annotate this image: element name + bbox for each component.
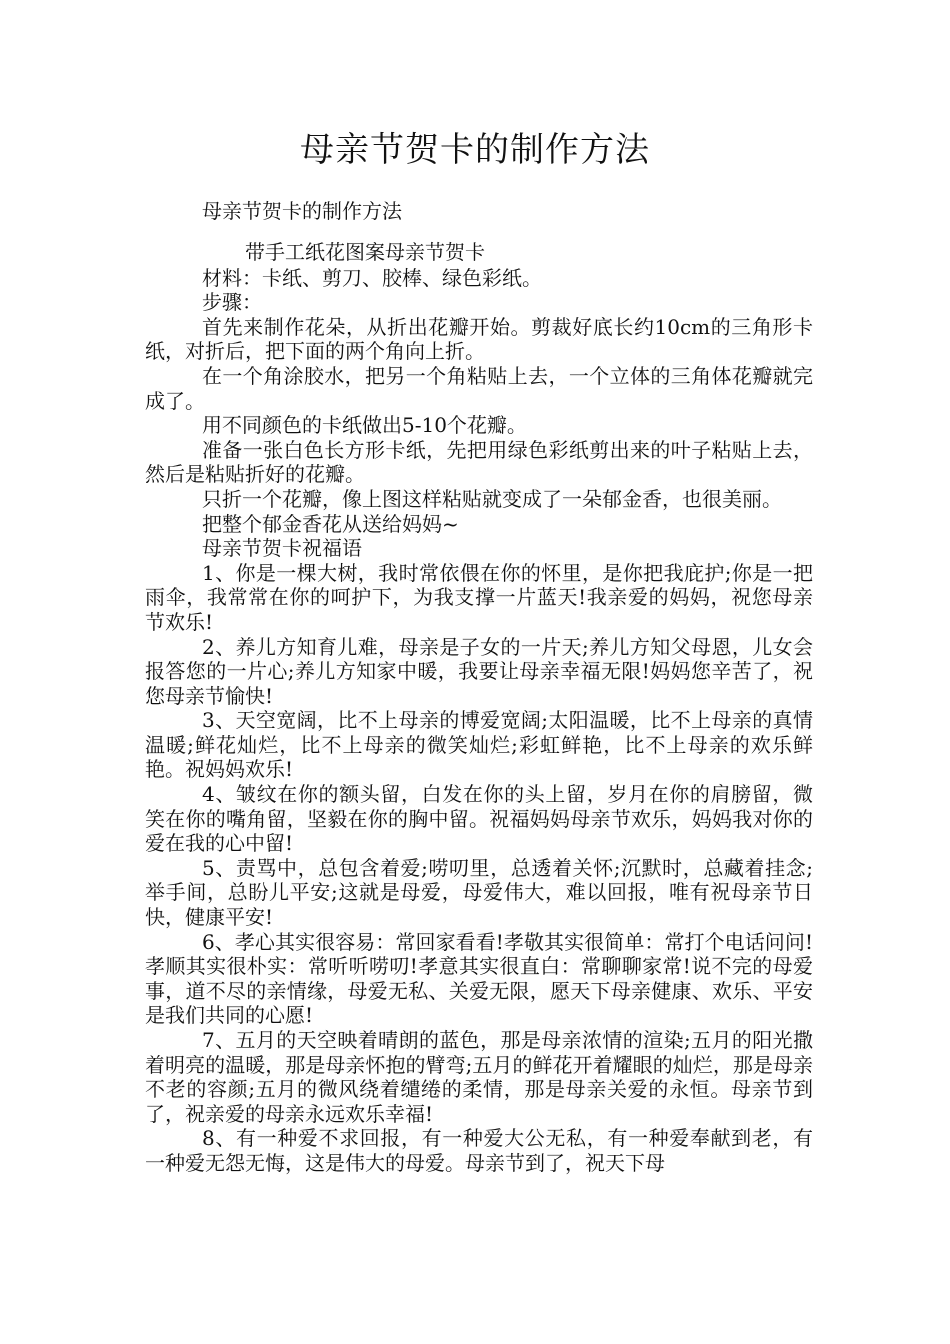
paragraph-blessings-heading: 母亲节贺卡祝福语 (202, 536, 362, 561)
paragraph-step: 把整个郁金香花从送给妈妈~ (202, 511, 459, 536)
paragraph-step: 只折一个花瓣，像上图这样粘贴就变成了一朵郁金香，也很美丽。 (202, 486, 782, 511)
paragraph-blessing: 5、责骂中，总包含着爱;唠叨里，总透着关怀;沉默时，总藏着挂念;举手间，总盼儿平安;这就是母爱，母爱伟大，难以回报，唯有祝母亲节日快，健康平安! (145, 855, 813, 930)
paragraph-blessing: 4、皱纹在你的额头留，白发在你的头上留，岁月在你的肩膀留，微笑在你的嘴角留，坚毅在你的胸中留。祝福妈妈母亲节欢乐，妈妈我对你的爱在我的心中留! (145, 782, 813, 856)
paragraph-step: 用不同颜色的卡纸做出5-10个花瓣。 (202, 413, 527, 438)
paragraph-blessing: 7、五月的天空映着晴朗的蓝色，那是母亲浓情的渲染;五月的阳光撒着明亮的温暖，那是母亲怀抱的臂弯;五月的鲜花开着耀眼的灿烂，那是母亲不老的容颜;五月的微风绕着缱绻的柔情，那是母亲关爱的永恒。母亲节到了，祝亲爱的母亲永远欢乐幸福! (145, 1028, 813, 1126)
paragraph-step: 首先来制作花朵，从折出花瓣开始。剪裁好底长约10cm的三角形卡纸，对折后，把下面的两个角向上折。 (145, 314, 813, 364)
section-heading: 带手工纸花图案母亲节贺卡 (245, 240, 485, 264)
paragraph-blessing: 8、有一种爱不求回报，有一种爱大公无私，有一种爱奉献到老，有一种爱无怨无悔，这是伟大的母爱。母亲节到了，祝天下母 (145, 1126, 813, 1175)
paragraph-step: 准备一张白色长方形卡纸，先把用绿色彩纸剪出来的叶子粘贴上去，然后是粘贴折好的花瓣。 (145, 437, 813, 487)
paragraph-blessing: 3、天空宽阔，比不上母亲的博爱宽阔;太阳温暖，比不上母亲的真情温暖;鲜花灿烂，比不上母亲的微笑灿烂;彩虹鲜艳，比不上母亲的欢乐鲜艳。祝妈妈欢乐! (145, 708, 813, 782)
paragraph-blessing: 1、你是一棵大树，我时常依偎在你的怀里，是你把我庇护;你是一把雨伞，我常常在你的呵护下，为我支撑一片蓝天!我亲爱的妈妈，祝您母亲节欢乐! (145, 560, 813, 634)
paragraph-blessing: 6、孝心其实很容易：常回家看看!孝敬其实很简单：常打个电话问问!孝顺其实很朴实：常听听唠叨!孝意其实很直白：常聊聊家常!说不完的母爱事，道不尽的亲情缘，母爱无私、关爱无限，愿天下母亲健康、欢乐、平安是我们共同的心愿! (145, 929, 813, 1028)
paragraph-steps-label: 步骤： (202, 290, 262, 315)
document-subtitle: 母亲节贺卡的制作方法 (202, 199, 402, 223)
page-title: 母亲节贺卡的制作方法 (300, 130, 650, 170)
paragraph-step: 在一个角涂胶水，把另一个角粘贴上去，一个立体的三角体花瓣就完成了。 (145, 363, 813, 413)
document-body (145, 240, 813, 1176)
paragraph-blessing: 2、养儿方知育儿难，母亲是子女的一片天;养儿方知父母恩，儿女会报答您的一片心;养儿方知家中暖，我要让母亲幸福无限!妈妈您辛苦了，祝您母亲节愉快! (145, 634, 813, 708)
paragraph-materials: 材料：卡纸、剪刀、胶棒、绿色彩纸。 (202, 265, 542, 290)
